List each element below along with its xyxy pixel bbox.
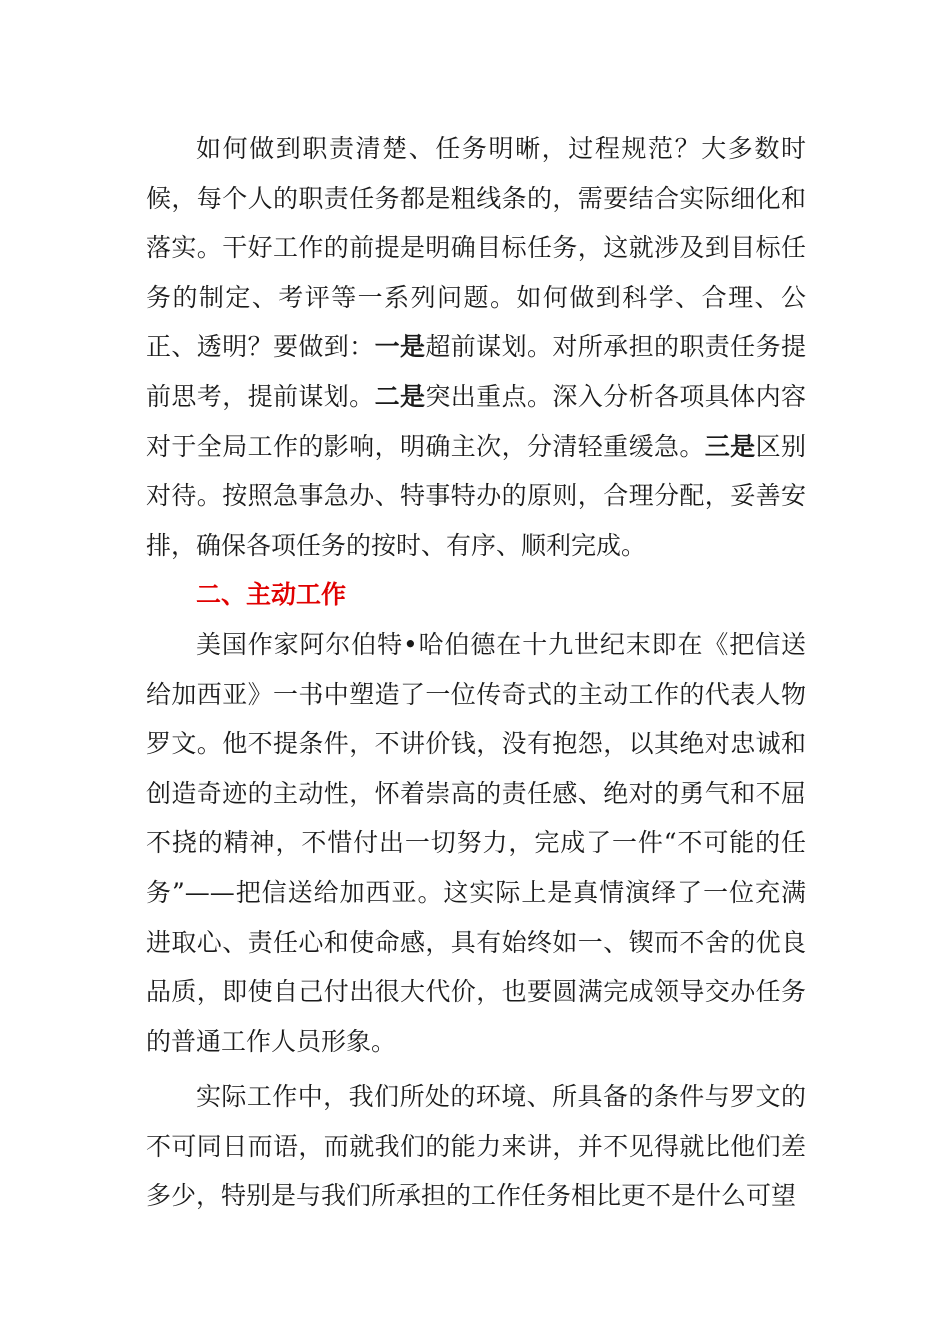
section-heading: 二、主动工作 — [196, 580, 347, 610]
paragraph-rowan-story: 美国作家阿尔伯特•哈伯德在十九世纪末即在《把信送给加西亚》一书中塑造了一位传奇式的主动工作的代表人物罗文。他不提条件，不讲价钱，没有抱怨，以其绝对忠诚和创造奇迹的主动性，怀着崇高的责任感、绝对的勇气和不屈不挠的精神，不惜付出一切努力，完成了一件“不可能的任务”——把信送给加西亚。这实际上是真情演绎了一位充满进取心、责任心和使命感，具有始终如一、锲而不舍的优良品质，即使自己付出很大代价，也要圆满完成领导交办任务的普通工作人员形象。 — [146, 629, 806, 1056]
paragraph-responsibilities — [146, 124, 806, 570]
paragraph-text: 区别对待。按照急事急办、特事特办的原则，合理分配，妥善安排，确保各项任务的按时、有序、顺利完成。 — [146, 431, 806, 560]
paragraph-text: 超前谋划。对所承担的职责任务提前思考，提前谋划。 — [146, 332, 806, 411]
bold-marker-first: 一是 — [374, 332, 426, 362]
paragraph-practical-work: 实际工作中，我们所处的环境、所具备的条件与罗文的不可同日而语，而就我们的能力来讲，并不见得就比他们差多少，特别是与我们所承担的工作任务相比更不是什么可望 — [146, 1082, 806, 1211]
paragraph-text: 突出重点。深入分析各项具体内容对于全局工作的影响，明确主次，分清轻重缓急。 — [146, 381, 806, 461]
bold-marker-third: 三是 — [704, 431, 756, 461]
document-body — [146, 124, 806, 1221]
paragraph-text: 如何做到职责清楚、任务明晰，过程规范？大多数时候，每个人的职责任务都是粗线条的，需要结合实际细化和落实。干好工作的前提是明确目标任务，这就涉及到目标任务的制定、考评等一系列问题。如何做到科学、合理、公正、透明？要做到： — [146, 134, 806, 362]
bold-marker-second: 二是 — [374, 381, 426, 411]
